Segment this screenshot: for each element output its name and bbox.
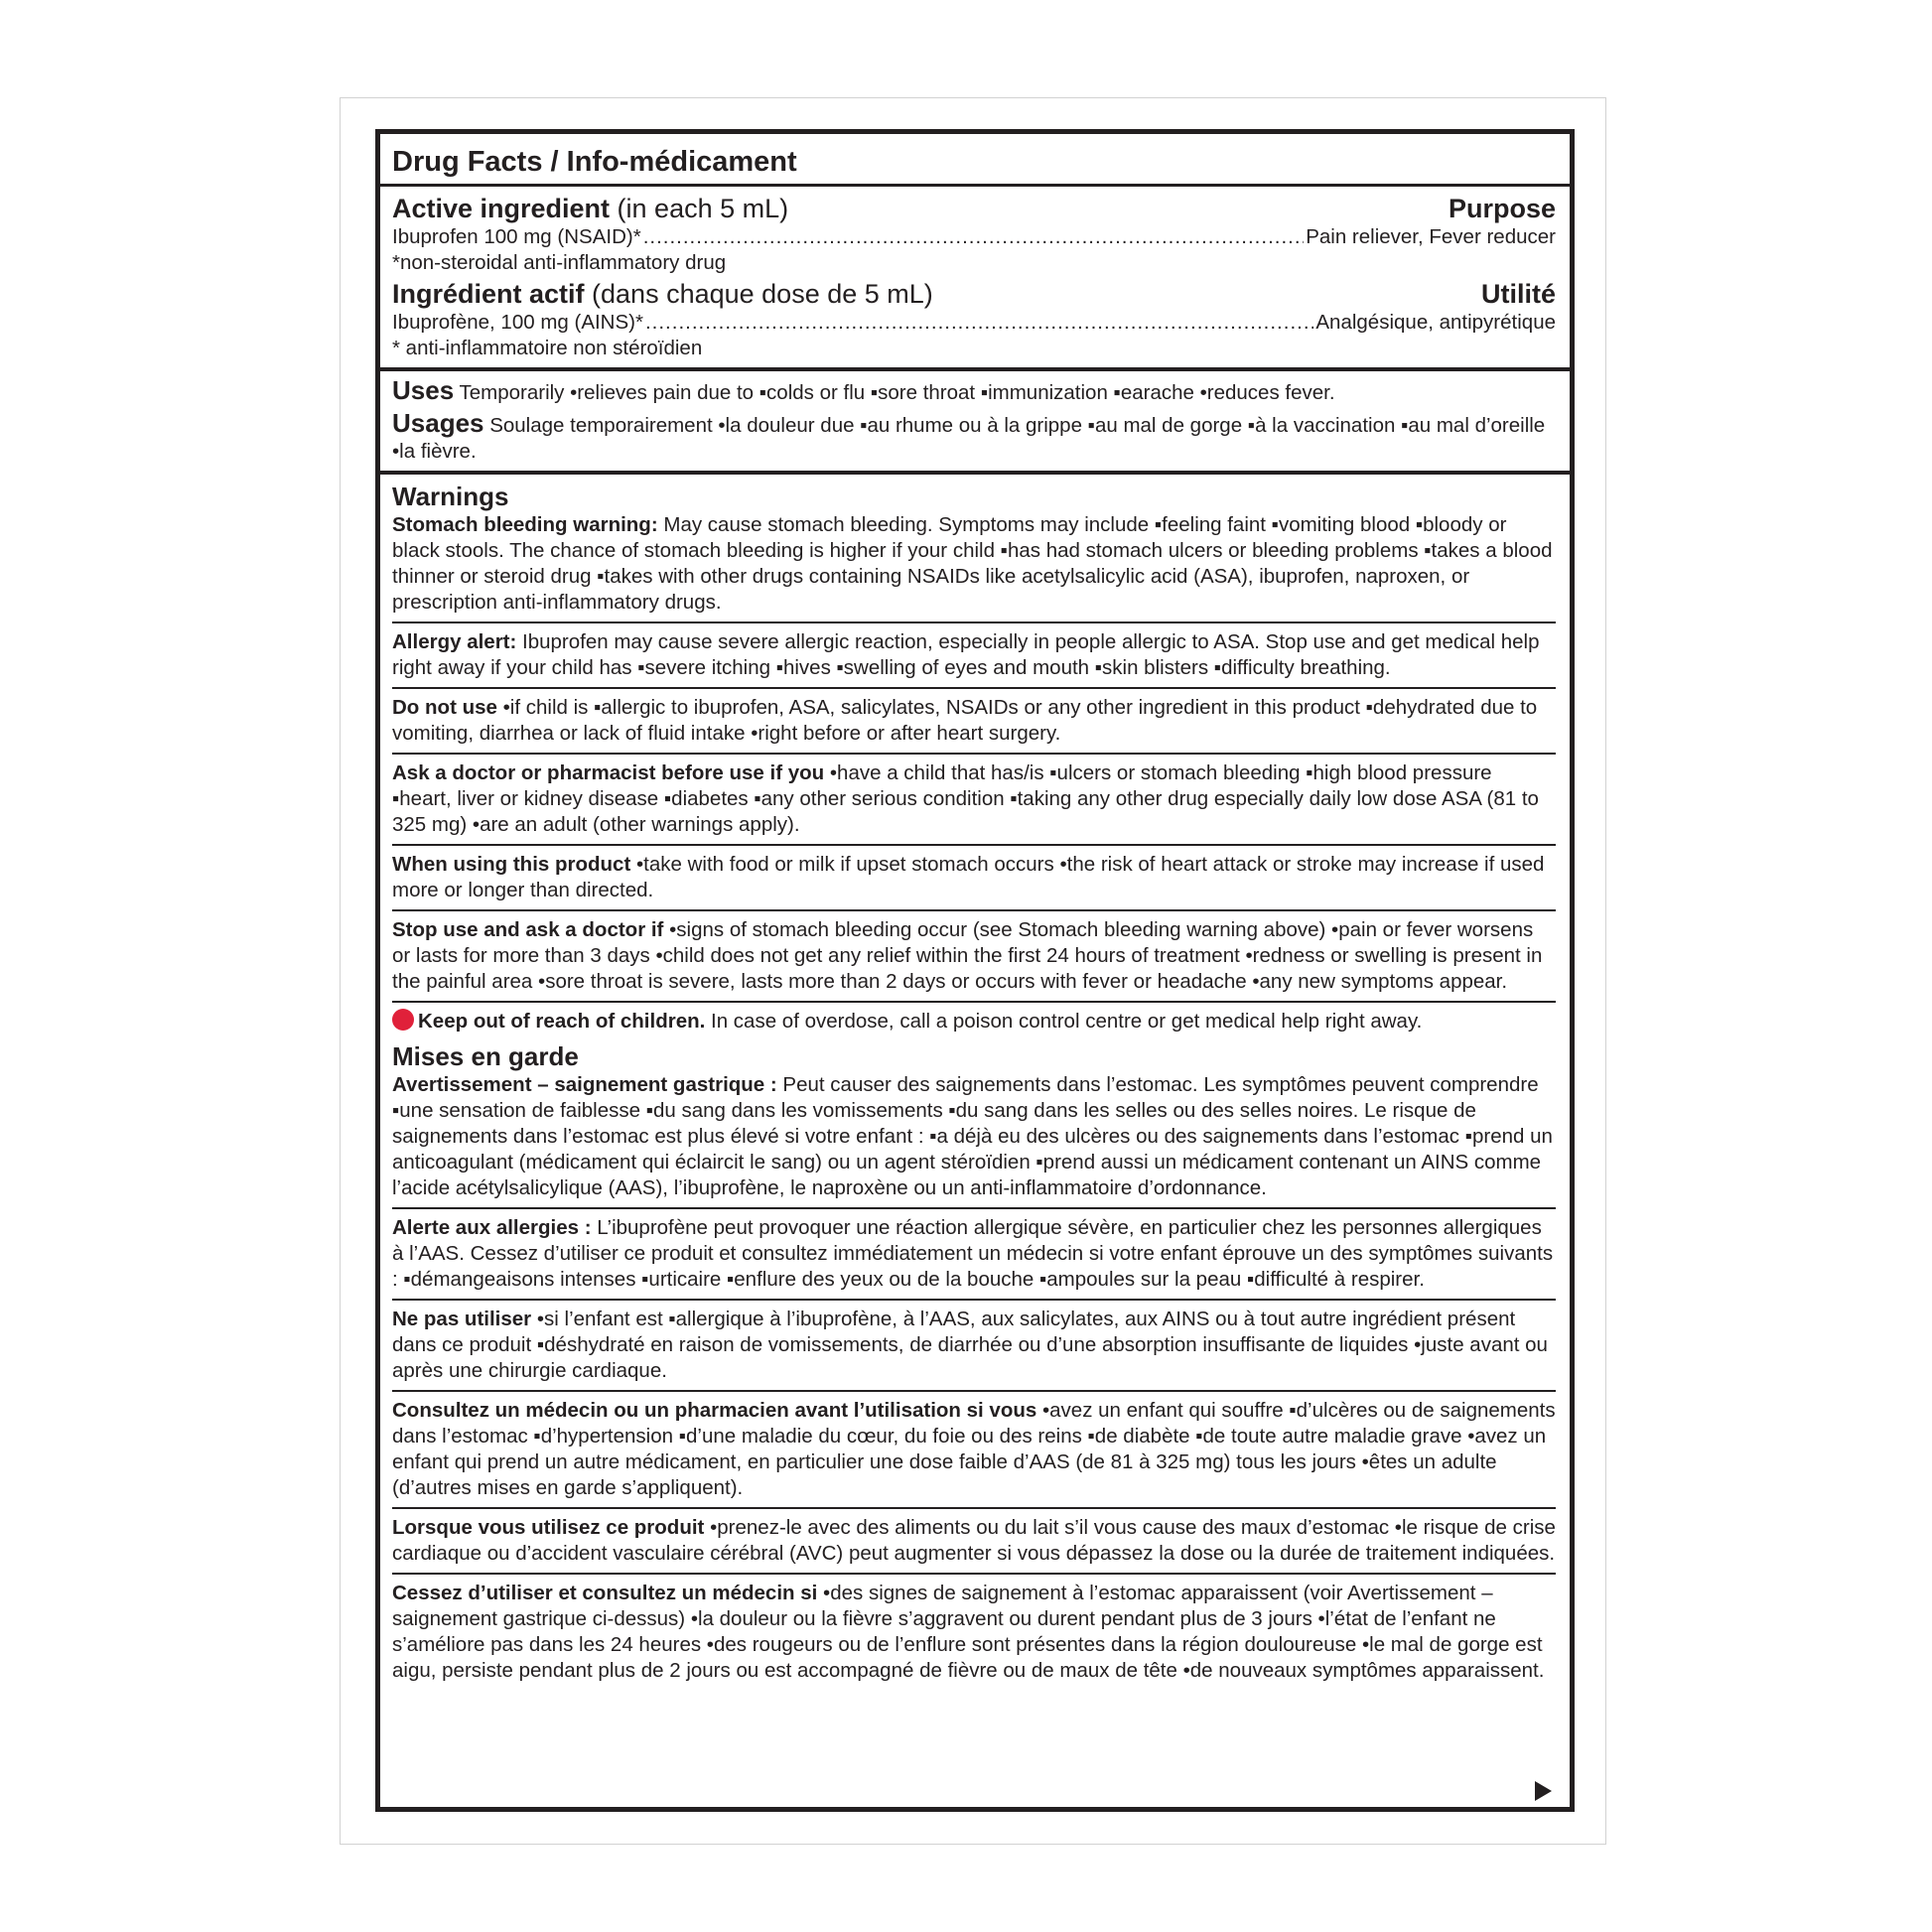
continue-arrow-icon <box>1535 1781 1552 1801</box>
when-using <box>392 846 1556 911</box>
consultez-text: •avez un enfant qui souffre ▪d’ulcères ou de saignements dans l’estomac ▪d’hypertension ▪d’une maladie du cœur, du foie ou des reins ▪de diabète ▪de toute autre maladie grave •avez un enfant qui prend un autre médicament, en particulier une dose faible d’AAS (de 81 à 325 mg) tous les jours •êtes un adulte (d’autres mises en garde s’appliquent). <box>392 1399 1556 1499</box>
alerte-label: Alerte aux allergies : <box>392 1216 592 1239</box>
allergy-alert-label: Allergy alert: <box>392 630 517 653</box>
allergy-alert-text: Ibuprofen may cause severe allergic reaction, especially in people allergic to ASA. Stop use and get medical help right away if your child has ▪severe itching ▪hives ▪swelling of eyes and mouth ▪skin blisters ▪difficulty breathing. <box>392 630 1540 679</box>
ingredient-actif-name: Ibuprofène, 100 mg (AINS)* <box>392 311 643 334</box>
ingredient-actif-heading <box>392 278 1556 310</box>
avertissement-label: Avertissement – saignement gastrique : <box>392 1073 777 1096</box>
consultez-label: Consultez un médecin ou un pharmacien avant l’utilisation si vous <box>392 1399 1037 1422</box>
stomach-bleeding-label: Stomach bleeding warning: <box>392 513 658 536</box>
ne-pas-utiliser-text: •si l’enfant est ▪allergique à l’ibuprofène, à l’AAS, aux salicylates, aux AINS ou à tout autre ingrédient présent dans ce produit ▪déshydraté en raison de vomissements, de diarrhée ou d’une absorption insuffisante de liquides •juste avant ou après une chirurgie cardiaque. <box>392 1308 1548 1382</box>
ingredient-actif-qualifier: (dans chaque dose de 5 mL) <box>584 279 933 309</box>
stomach-bleeding-text: May cause stomach bleeding. Symptoms may include ▪feeling faint ▪vomiting blood ▪bloody or black stools. The chance of stomach bleeding is higher if your child ▪has had stomach ulcers or bleeding problems ▪takes a blood thinner or steroid drug ▪takes with other drugs containing NSAIDs like acetylsalicylic acid (ASA), ibuprofen, naproxen, or prescription anti-inflammatory drugs. <box>392 513 1553 614</box>
stop-use-label: Stop use and ask a doctor if <box>392 918 664 941</box>
uses-text <box>392 377 1556 406</box>
mises-en-garde-heading: Mises en garde <box>392 1041 579 1071</box>
cessez-text: •des signes de saignement à l’estomac apparaissent (voir Avertissement – saignement gastrique ci-dessus) •la douleur ou la fièvre s’aggravent ou durent pendant plus de 3 jours •l’état de l’enfant ne s’améliore pas dans les 24 heures •des rougeurs ou de l’enflure sont présentes dans la région douloureuse •le mal de gorge est aigu, persiste pendant plus de 2 jours ou est accompagné de fièvre ou de maux de tête •de nouveaux symptômes apparaissent. <box>392 1582 1545 1682</box>
usages-label: Usages <box>392 408 484 438</box>
lorsque-label: Lorsque vous utilisez ce produit <box>392 1516 705 1539</box>
active-ingredient-qualifier: (in each 5 mL) <box>610 194 789 223</box>
do-not-use-label: Do not use <box>392 696 497 719</box>
purpose-label: Purpose <box>1448 194 1556 223</box>
ne-pas-utiliser-label: Ne pas utiliser <box>392 1308 532 1330</box>
warnings-heading: Warnings <box>392 482 509 511</box>
active-ingredient-section <box>380 187 1570 371</box>
utilite-label: Utilité <box>1480 279 1556 309</box>
lorsque-vous-utilisez <box>392 1509 1556 1575</box>
ingredient-actif-purpose: Analgésique, antipyrétique <box>1315 311 1556 334</box>
keep-out-of-reach <box>392 1003 1556 1040</box>
do-not-use <box>392 689 1556 755</box>
ask-doctor-text: •have a child that has/is ▪ulcers or stomach bleeding ▪high blood pressure ▪heart, liver or kidney disease ▪diabetes ▪any other serious condition ▪taking any other drug especially daily low dose ASA (81 to 325 mg) •are an adult (other warnings apply). <box>392 761 1539 836</box>
cessez-label: Cessez d’utiliser et consultez un médecin si <box>392 1582 818 1604</box>
uses-body: Temporarily •relieves pain due to ▪colds or flu ▪sore throat ▪immunization ▪earache •reduces fever. <box>454 381 1335 404</box>
warnings-section <box>392 481 1556 1040</box>
leader-dots <box>645 310 1313 336</box>
stop-icon <box>392 1009 414 1031</box>
consultez-medecin <box>392 1392 1556 1509</box>
cessez-utiliser <box>392 1575 1556 1690</box>
uses-label: Uses <box>392 375 455 405</box>
ask-doctor <box>392 755 1556 846</box>
keep-out-text: In case of overdose, call a poison control centre or get medical help right away. <box>705 1010 1423 1033</box>
mises-en-garde-section <box>392 1040 1556 1690</box>
usages-body: Soulage temporairement •la douleur due ▪au rhume ou à la grippe ▪au mal de gorge ▪à la vaccination ▪au mal d’oreille •la fièvre. <box>392 414 1546 463</box>
ingredient-purpose: Pain reliever, Fever reducer <box>1306 225 1556 248</box>
page-title: Drug Facts / Info-médicament <box>380 134 1570 187</box>
stop-use <box>392 911 1556 1003</box>
active-ingredient-label: Active ingredient <box>392 194 611 223</box>
keep-out-label: Keep out of reach of children. <box>418 1010 706 1033</box>
ingredient-footnote: *non-steroidal anti-inflammatory drug <box>392 251 727 274</box>
alerte-text: L’ibuprofène peut provoquer une réaction allergique sévère, en particulier chez les personnes allergiques à l’AAS. Cessez d’utiliser ce produit et consultez immédiatement un médecin si votre enfant éprouve un des symptômes suivants : ▪démangeaisons intenses ▪urticaire ▪enflure des yeux ou de la bouche ▪ampoules sur la peau ▪difficulté à respirer. <box>392 1216 1554 1291</box>
leader-dots <box>643 224 1305 250</box>
when-using-label: When using this product <box>392 853 631 876</box>
stop-use-text: •signs of stomach bleeding occur (see Stomach bleeding warning above) •pain or fever worsens or lasts for more than 3 days •child does not get any relief within the first 24 hours of treatment •redness or swelling is present in the painful area •sore throat is severe, lasts more than 2 days or occurs with fever or headache •any new symptoms appear. <box>392 918 1543 993</box>
active-ingredient-row <box>392 224 1556 250</box>
ingredient-name: Ibuprofen 100 mg (NSAID)* <box>392 225 641 248</box>
uses-section <box>380 371 1570 475</box>
ingredient-actif-footnote: * anti-inflammatoire non stéroïdien <box>392 337 703 359</box>
drug-facts-panel <box>375 129 1575 1812</box>
stomach-bleeding-warning <box>392 512 1556 623</box>
ingredient-actif-label: Ingrédient actif <box>392 279 585 309</box>
avertissement-saignement <box>392 1072 1556 1209</box>
when-using-text: •take with food or milk if upset stomach occurs •the risk of heart attack or stroke may increase if used more or longer than directed. <box>392 853 1545 901</box>
active-ingredient-heading <box>392 193 1556 224</box>
ingredient-actif-row <box>392 310 1556 336</box>
avertissement-text: Peut causer des saignements dans l’estomac. Les symptômes peuvent comprendre ▪une sensation de faiblesse ▪du sang dans les vomissements ▪du sang dans les selles ou des selles noires. Le risque de saignements dans l’estomac est plus élevé si votre enfant : ▪a déjà eu des ulcères ou des saignements dans l’estomac ▪prend un anticoagulant (médicament qui éclaircit le sang) ou un agent stéroïdien ▪prend aussi un médicament contenant un AINS comme l’acide acétylsalicylique (AAS), l’ibuprofène, le naproxène ou un anti-inflammatoire d’ordonnance. <box>392 1073 1553 1199</box>
ask-doctor-label: Ask a doctor or pharmacist before use if you <box>392 761 825 784</box>
allergy-alert <box>392 623 1556 689</box>
lorsque-text: •prenez-le avec des aliments ou du lait s’il vous cause des maux d’estomac •le risque de crise cardiaque ou d’accident vasculaire cérébral (AVC) peut augmenter si vous dépassez la dose ou la durée de traitement indiquées. <box>392 1516 1556 1565</box>
usages-text <box>392 410 1556 465</box>
ne-pas-utiliser <box>392 1301 1556 1392</box>
alerte-allergies <box>392 1209 1556 1301</box>
do-not-use-text: •if child is ▪allergic to ibuprofen, ASA, salicylates, NSAIDs or any other ingredient in this product ▪dehydrated due to vomiting, diarrhea or lack of fluid intake •right before or after heart surgery. <box>392 696 1538 745</box>
